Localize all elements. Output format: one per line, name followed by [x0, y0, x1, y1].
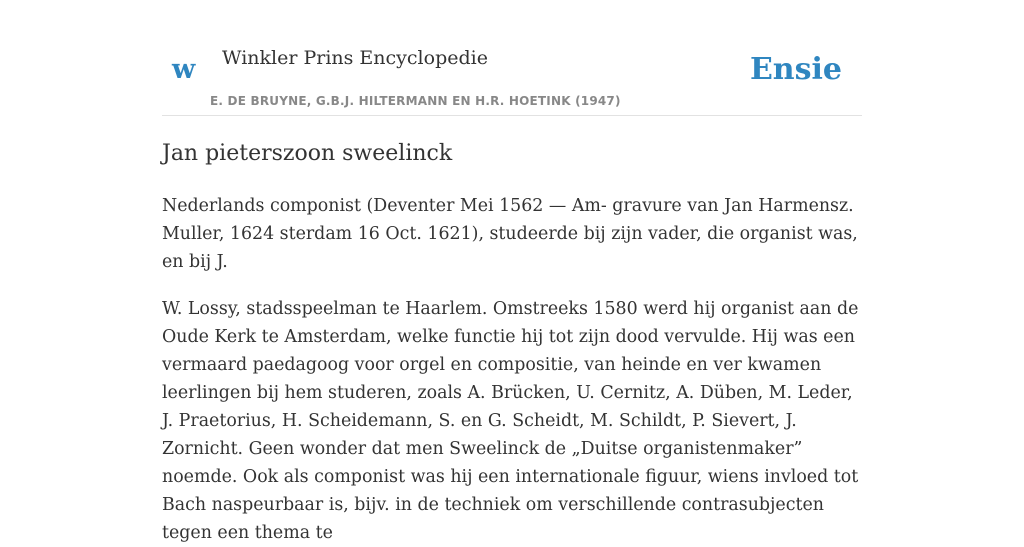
publication-title: Winkler Prins Encyclopedie: [222, 47, 488, 69]
authors-line: E. DE BRUYNE, G.B.J. HILTERMANN EN H.R. HOETINK (1947): [210, 94, 621, 108]
article-paragraph-2: W. Lossy, stadsspeelman te Haarlem. Omstreeks 1580 werd hij organist aan de Oude Kerk te Amsterdam, welke functie hij tot zijn dood vervulde. Hij was een vermaard paedagoog voor orgel en compositie, van heinde en ver kwamen leerlingen bij hem studeren, zoals A. Brücken, U. Cernitz, A. Düben, M. Leder, J. Praetorius, H. Scheidemann, S. en G. Scheidt, M. Schildt, P. Sievert, J. Zornicht. Geen wonder dat men Sweelinck de „Duitse organistenmaker” noemde. Ook als componist was hij een internationale figuur, wiens invloed tot Bach naspeurbaar is, bijv. in de techniek om verschillende contrasubjecten tegen een thema te: [162, 299, 859, 543]
header-divider: [162, 115, 862, 116]
logo-w-icon[interactable]: w: [172, 54, 196, 85]
article-title: Jan pieterszoon sweelinck: [162, 141, 453, 166]
ensie-brand-logo[interactable]: Ensie: [749, 52, 842, 87]
article-paragraph-1: Nederlands componist (Deventer Mei 1562 — Am- gravure van Jan Harmensz. Muller, 1624 sterdam 16 Oct. 1621), studeerde bij zijn vader, die organist was, en bij J.: [162, 196, 858, 272]
